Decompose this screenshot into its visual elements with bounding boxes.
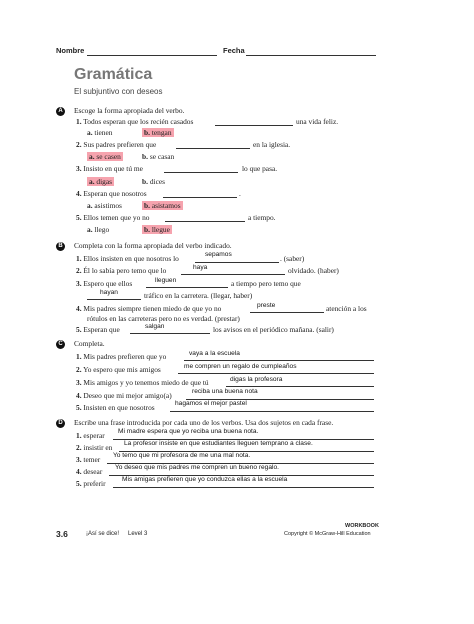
d-q5-blank[interactable]	[113, 487, 374, 488]
section-b-badge: B	[56, 242, 65, 251]
b-q4-post: atención a los	[326, 304, 367, 313]
section-a-instruction: Escoge la forma apropiada del verbo.	[74, 106, 185, 115]
b-q3	[76, 279, 132, 288]
d-q2-verb: insistir en	[83, 443, 113, 452]
page-title: Gramática	[74, 66, 153, 83]
c-q2-num: 2.	[76, 365, 82, 374]
b-q1-pre: Ellos insisten en que nosotros lo	[83, 254, 179, 263]
a-q4-num: 4.	[76, 189, 82, 198]
c-q4	[76, 391, 172, 400]
b-q4-blank[interactable]	[250, 312, 324, 313]
b-q4	[76, 304, 221, 313]
page-subtitle: El subjuntivo con deseos	[74, 87, 163, 96]
a-q2-option-b[interactable]: se casan	[149, 152, 175, 161]
a-q2-post: en la iglesia.	[253, 140, 291, 149]
b-q2-blank[interactable]	[181, 274, 285, 275]
b-q5-blank[interactable]	[130, 333, 210, 334]
a-q1-options	[87, 128, 112, 137]
d-q4	[76, 467, 102, 476]
a-q5-option-a[interactable]: llego	[94, 225, 110, 234]
b-q5-answer[interactable]: salgan	[145, 323, 165, 330]
c-q2-answer[interactable]: me compren un regalo de cumpleaños	[184, 363, 297, 370]
c-q4-answer[interactable]: reciba una buena nota	[192, 388, 258, 395]
a-q4-option-a[interactable]: asistimos	[94, 201, 122, 210]
d-q5-num: 5.	[76, 479, 82, 488]
a-q5-option-b[interactable]: llegue	[151, 225, 170, 234]
a-q5-a-letter: a.	[87, 225, 93, 234]
d-q2-answer[interactable]: La profesor insiste en que estudiantes lleguen temprano a clase.	[124, 440, 313, 447]
a-q1-a-letter: a.	[87, 128, 93, 137]
c-q4-pre: Deseo que mi mejor amigo(a)	[83, 391, 172, 400]
a-q2-pre: Sus padres prefieren que	[83, 140, 157, 149]
c-q2-blank[interactable]	[178, 373, 374, 374]
c-q2	[76, 365, 161, 374]
b-q2-pre: Él lo sabía pero temo que lo	[83, 266, 167, 275]
a-q5-a	[87, 225, 109, 234]
a-q4-b-letter: b.	[144, 201, 150, 210]
a-q1-option-a[interactable]: tienen	[94, 128, 113, 137]
a-q3-a-highlight	[87, 177, 114, 186]
c-q2-pre: Yo espero que mis amigos	[83, 365, 161, 374]
fecha-line[interactable]	[246, 55, 376, 56]
b-q2	[76, 266, 166, 275]
a-q1-num: 1.	[76, 117, 82, 126]
a-q2-a-letter: a.	[89, 152, 95, 161]
a-q2-a	[87, 152, 123, 161]
b-q4-num: 4.	[76, 304, 82, 313]
a-q4-a-letter: a.	[87, 201, 93, 210]
d-q4-verb: desear	[83, 467, 103, 476]
b-q3-post2: tráfico en la carretera. (llegar, haber)	[144, 291, 253, 300]
a-q3-option-b[interactable]: dices	[149, 177, 166, 186]
b-q2-post: olvidado. (haber)	[288, 266, 339, 275]
a-q3-blank[interactable]	[164, 172, 238, 173]
b-q3-answer[interactable]: lleguen	[155, 277, 177, 284]
b-q2-num: 2.	[76, 266, 82, 275]
a-q5-post: a tiempo.	[248, 213, 276, 222]
a-q5-pre: Ellos temen que yo no	[83, 213, 150, 222]
a-q4-b	[142, 201, 183, 210]
a-q4-a	[87, 201, 122, 210]
section-d-instruction: Escribe una frase introducida por cada uno de los verbos. Usa dos sujetos en cada frase.	[74, 418, 334, 427]
fecha-label: Fecha	[223, 46, 245, 55]
a-q3-a-letter: a.	[89, 177, 95, 186]
b-q3-num: 3.	[76, 279, 82, 288]
a-q4	[76, 189, 147, 198]
b-q3-answer2[interactable]: hayan	[100, 289, 118, 296]
nombre-label: Nombre	[56, 46, 85, 55]
b-q1-blank[interactable]	[195, 262, 279, 263]
d-q1-verb: esperar	[83, 431, 105, 440]
a-q1	[76, 117, 193, 126]
a-q1-b-letter: b.	[144, 128, 150, 137]
d-q5	[76, 479, 106, 488]
a-q4-option-b[interactable]: asistamos	[151, 201, 181, 210]
c-q5-num: 5.	[76, 403, 82, 412]
a-q2-a-highlight	[87, 152, 123, 161]
d-q3	[76, 455, 100, 464]
c-q4-num: 4.	[76, 391, 82, 400]
b-q4-answer[interactable]: preste	[257, 302, 276, 309]
d-q3-verb: temer	[83, 455, 101, 464]
book-level: Level 3	[128, 531, 148, 537]
a-q3	[76, 164, 143, 173]
a-q4-blank[interactable]	[163, 197, 237, 198]
a-q1-option-b[interactable]: tengan	[151, 128, 172, 137]
c-q3-pre: Mis amigos y yo tenemos miedo de que tú	[83, 378, 209, 387]
b-q5	[76, 325, 120, 334]
a-q1-pre: Todos esperan que los recién casados	[83, 117, 194, 126]
section-a-badge: A	[56, 107, 65, 116]
d-q4-num: 4.	[76, 467, 82, 476]
b-q4-pre: Mis padres siempre tienen miedo de que yo no	[83, 304, 222, 313]
d-q5-verb: preferir	[83, 479, 106, 488]
a-q1-blank[interactable]	[215, 125, 293, 126]
a-q5-num: 5.	[76, 213, 82, 222]
b-q3-post: a tiempo pero temo que	[231, 279, 301, 288]
b-q3-blank2[interactable]	[87, 299, 141, 300]
a-q3-pre: Insisto en que tú me	[83, 164, 143, 173]
b-q5-pre: Esperan que	[83, 325, 120, 334]
c-q1-blank[interactable]	[184, 360, 374, 361]
d-q1-answer[interactable]: Mi madre espera que yo reciba una buena nota.	[118, 428, 259, 435]
section-c-badge: C	[56, 340, 65, 349]
a-q2-b-letter: b.	[142, 152, 148, 161]
a-q1-b-highlight	[142, 128, 174, 137]
b-q5-post: los avisos en el periódico mañana. (salir)	[213, 325, 334, 334]
d-q5-answer[interactable]: Mis amigas prefieren que yo conduzca ellas a la escuela	[122, 476, 288, 483]
d-q1-num: 1.	[76, 431, 82, 440]
c-q3-blank[interactable]	[226, 386, 374, 387]
b-q3-pre: Espero que ellos	[83, 279, 133, 288]
a-q4-pre: Esperan que nosotros	[83, 189, 147, 198]
a-q2-option-a[interactable]: se casen	[96, 152, 121, 161]
d-q4-answer[interactable]: Yo deseo que mis padres me compren un bueno regalo.	[115, 464, 279, 471]
b-q5-num: 5.	[76, 325, 82, 334]
c-q5	[76, 403, 155, 412]
c-q3-answer[interactable]: digas la profesora	[230, 376, 283, 383]
a-q1-post: una vida feliz.	[296, 117, 339, 126]
c-q1-pre: Mis padres prefieren que yo	[83, 352, 167, 361]
a-q2	[76, 140, 156, 149]
page-number: 3.6	[56, 529, 68, 539]
a-q3-b	[142, 177, 165, 186]
a-q3-a	[87, 177, 114, 186]
a-q3-option-a[interactable]: digas	[96, 177, 113, 186]
book-title: ¡Así se dice!	[86, 531, 120, 537]
d-q3-answer[interactable]: Yo temo que mi profesora de me una mal nota.	[113, 452, 251, 459]
c-q3	[76, 378, 209, 387]
d-q2	[76, 443, 112, 452]
c-q5-blank[interactable]	[170, 411, 374, 412]
a-q2-b	[142, 152, 174, 161]
section-c-instruction: Completa.	[74, 339, 105, 348]
nombre-line[interactable]	[87, 55, 217, 56]
a-q3-b-letter: b.	[142, 177, 148, 186]
section-d-badge: D	[56, 419, 65, 428]
section-b-instruction: Completa con la forma apropiada del verbo indicado.	[74, 241, 232, 250]
c-q3-num: 3.	[76, 378, 82, 387]
a-q1-b	[142, 128, 174, 137]
a-q5	[76, 213, 150, 222]
c-q1	[76, 352, 166, 361]
a-q3-num: 3.	[76, 164, 82, 173]
d-q3-num: 3.	[76, 455, 82, 464]
b-q1-num: 1.	[76, 254, 82, 263]
a-q2-num: 2.	[76, 140, 82, 149]
b-q2-answer[interactable]: haya	[193, 264, 208, 271]
b-q4-line2: rótulos en las carreteras pero no es verdad. (prestar)	[87, 314, 240, 323]
workbook-label: WORKBOOK	[345, 523, 379, 529]
c-q1-num: 1.	[76, 352, 82, 361]
b-q1	[76, 254, 179, 263]
d-q2-num: 2.	[76, 443, 82, 452]
c-q5-answer[interactable]: hagamos el mejor pastel	[175, 400, 247, 407]
b-q1-post: . (saber)	[280, 254, 305, 263]
a-q5-b-letter: b.	[144, 225, 150, 234]
a-q5-blank[interactable]	[165, 221, 245, 222]
a-q4-b-highlight	[142, 201, 183, 210]
copyright: Copyright © McGraw-Hill Education	[284, 531, 371, 537]
a-q4-post: .	[239, 189, 241, 198]
b-q3-blank[interactable]	[146, 287, 228, 288]
c-q1-answer[interactable]: vaya a la escuela	[189, 350, 240, 357]
d-q1	[76, 431, 105, 440]
a-q3-post: lo que pasa.	[242, 164, 278, 173]
a-q5-b	[142, 225, 172, 234]
a-q2-blank[interactable]	[176, 148, 250, 149]
b-q1-answer[interactable]: sepamos	[205, 251, 232, 258]
a-q5-b-highlight	[142, 225, 172, 234]
c-q5-pre: Insisten en que nosotros	[83, 403, 155, 412]
